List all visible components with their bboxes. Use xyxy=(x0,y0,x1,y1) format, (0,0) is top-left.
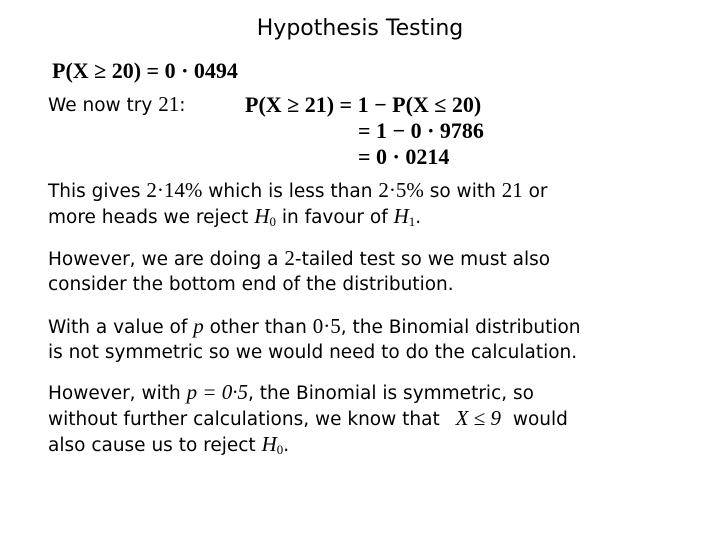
paragraph-half xyxy=(48,380,568,462)
calc-line-3: = 0 · 0214 xyxy=(358,144,450,169)
calc-line-1: P(X ≥ 21) = 1 − P(X ≤ 20) xyxy=(245,92,482,117)
equation-p-x-ge-20: P(X ≥ 20) = 0 · 0494 xyxy=(52,58,238,83)
paragraph-half-line-3: also cause us to reject $H_0$. xyxy=(48,432,290,458)
paragraph-conclusion xyxy=(48,178,548,234)
try-colon: : xyxy=(179,95,186,116)
calc-line-2: = 1 − 0 · 9786 xyxy=(358,118,484,143)
paragraph-symmetry-line-2: is not symmetric so we would need to do the calculation. xyxy=(48,342,578,363)
paragraph-two-tailed xyxy=(48,246,550,297)
paragraph-symmetry-line-1: With a value of p other than 0·5, the Binomial distribution xyxy=(48,314,581,338)
page-title: Hypothesis Testing xyxy=(256,16,464,41)
paragraph-two-tailed-line-1: However, we are doing a 2-tailed test so we must also xyxy=(48,246,551,270)
paragraph-two-tailed-line-2: consider the bottom end of the distribution. xyxy=(48,274,454,295)
try-number: 21 xyxy=(158,92,180,116)
paragraph-half-line-2: without further calculations, we know that X ≤ 9 would xyxy=(48,406,568,430)
try-line xyxy=(48,92,185,118)
paragraph-half-line-1: However, with p = 0·5, the Binomial is symmetric, so xyxy=(48,380,534,404)
try-text: We now try xyxy=(48,95,159,116)
paragraph-conclusion-line-1: This gives 2·14% which is less than 2·5% so with 21 or xyxy=(48,178,548,202)
paragraph-conclusion-line-2: more heads we reject $H_0$ in favour of $H_1$. xyxy=(48,204,422,230)
paragraph-symmetry xyxy=(48,314,581,365)
